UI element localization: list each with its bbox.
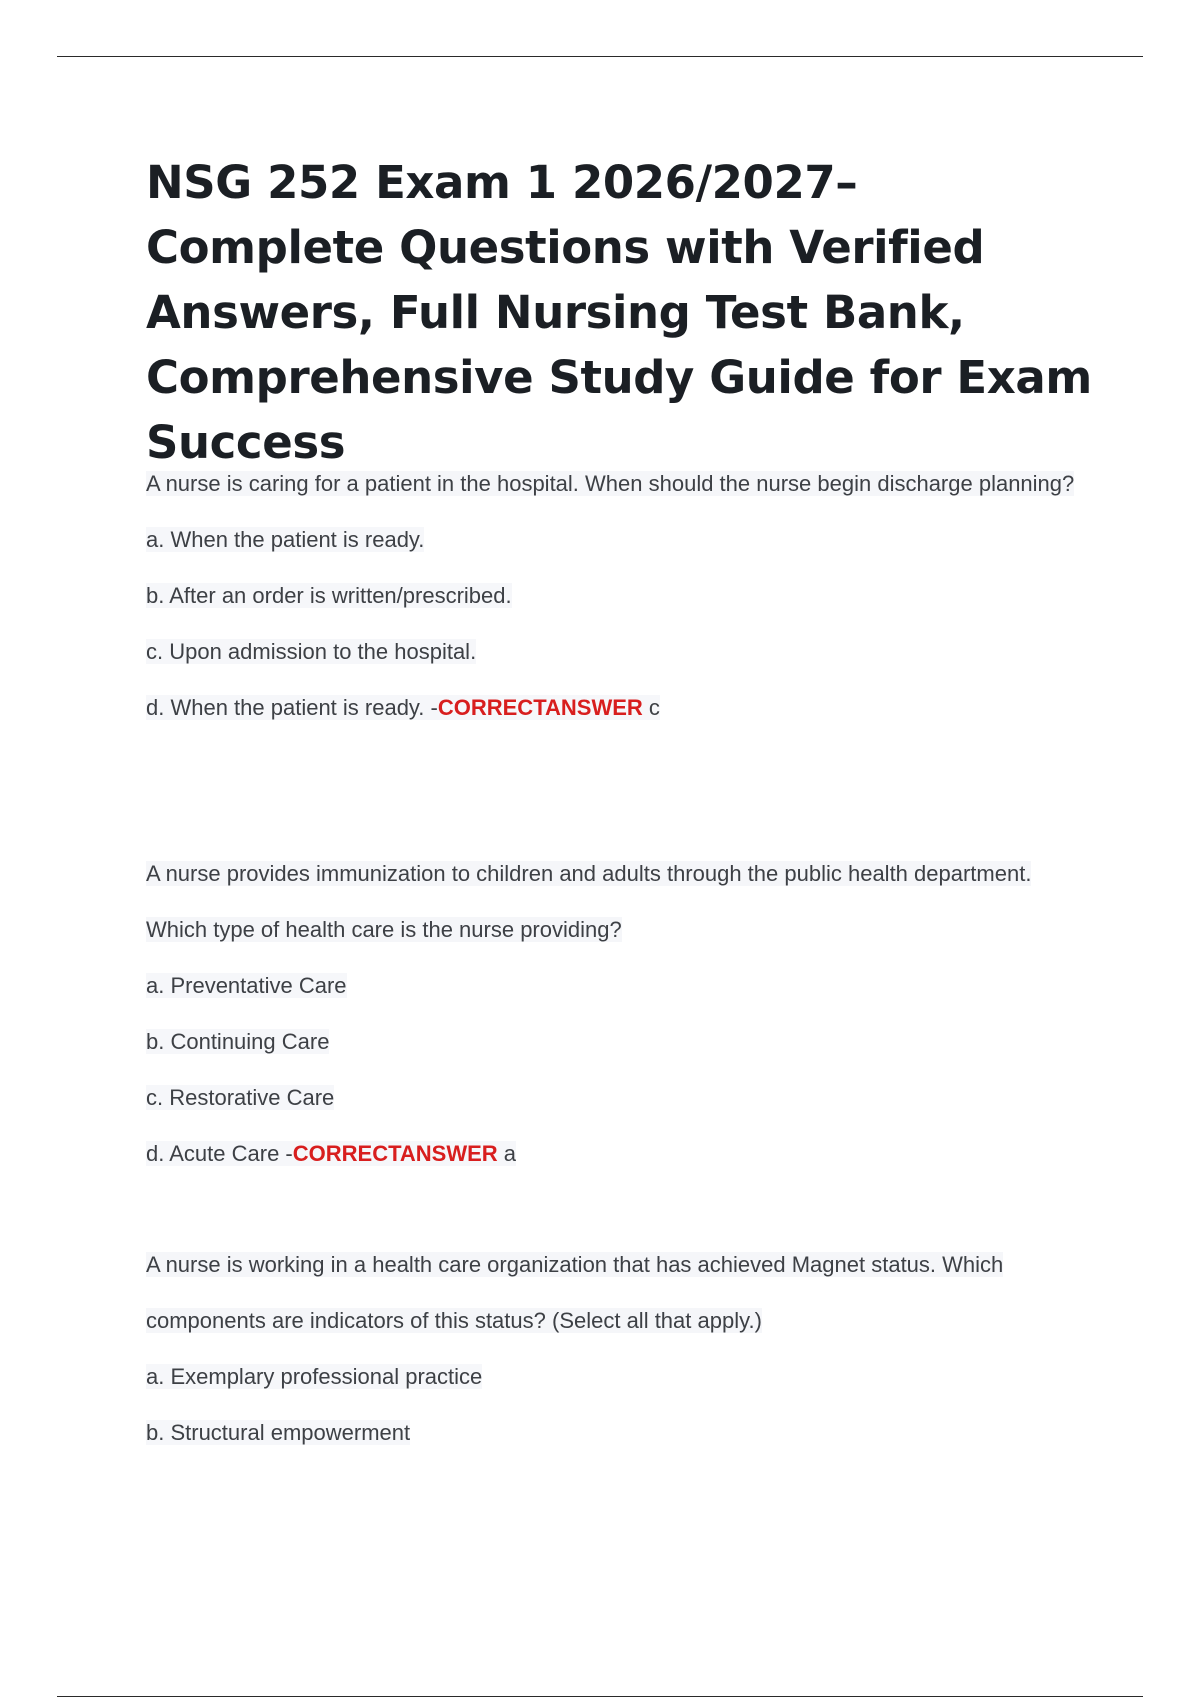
option-item: b. After an order is written/prescribed.	[146, 583, 512, 608]
option-item: b. Continuing Care	[146, 1029, 330, 1054]
option-item: a. Preventative Care	[146, 973, 347, 998]
option-item: b. Structural empowerment	[146, 1420, 411, 1445]
option-item: c. Upon admission to the hospital.	[146, 639, 477, 664]
question-block	[146, 846, 1086, 1182]
option-list	[146, 1349, 1086, 1461]
option-list	[146, 512, 1086, 736]
option-item: a. When the patient is ready.	[146, 527, 425, 552]
question-stem	[146, 1237, 1086, 1349]
top-rule	[57, 56, 1143, 57]
question-stem-text: A nurse is caring for a patient in the hospital. When should the nurse begin discharge planning?	[146, 471, 1075, 496]
page-title: NSG 252 Exam 1 2026/2027– Complete Questions with Verified Answers, Full Nursing Test Bank, Comprehensive Study Guide for Exam Success	[146, 156, 1092, 469]
question-stem	[146, 456, 1086, 512]
option-item: d. Acute Care -CORRECTANSWER a	[146, 1141, 517, 1166]
correct-answer-label: CORRECTANSWER	[437, 695, 643, 720]
question-stem-text: A nurse provides immunization to children and adults through the public health department. Which type of health care is the nurse providing?	[146, 861, 1032, 942]
correct-answer-label: CORRECTANSWER	[292, 1141, 498, 1166]
option-item: d. When the patient is ready. -CORRECTANSWER c	[146, 695, 660, 720]
bottom-rule	[57, 1696, 1143, 1697]
question-block	[146, 1237, 1086, 1461]
option-item: c. Restorative Care	[146, 1085, 335, 1110]
question-stem-text: A nurse is working in a health care organization that has achieved Magnet status. Which components are indicators of this status? (Select all that apply.)	[146, 1252, 1004, 1333]
question-stem	[146, 846, 1086, 958]
option-item: a. Exemplary professional practice	[146, 1364, 483, 1389]
correct-answer-value: a	[497, 1141, 517, 1166]
correct-answer-value: c	[642, 695, 660, 720]
question-block	[146, 456, 1086, 736]
option-list	[146, 958, 1086, 1182]
